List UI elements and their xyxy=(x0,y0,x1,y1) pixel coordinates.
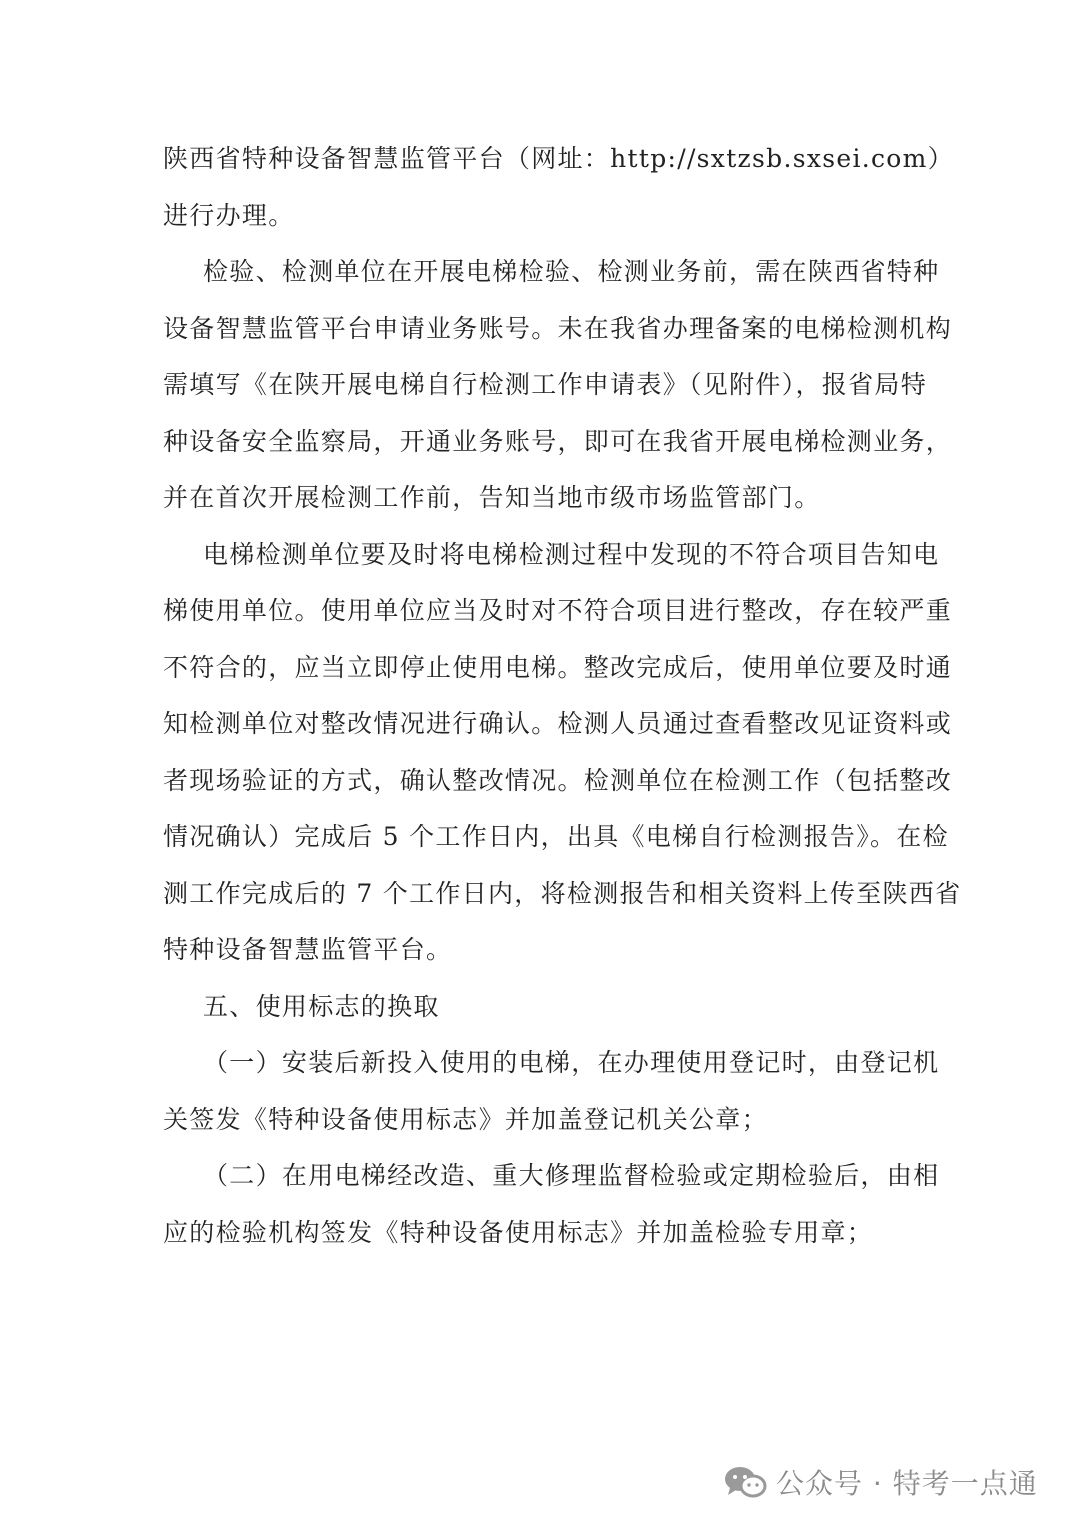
text-line: 进行办理。 xyxy=(163,200,295,230)
paragraph-start-line: （二）在用电梯经改造、重大修理监督检验或定期检验后，由相 xyxy=(203,1161,940,1190)
text-line: 陕西省特种设备智慧监管平台（网址：http://sxtzsb.sxsei.com） xyxy=(163,144,954,173)
paragraph-start-line: 电梯检测单位要及时将电梯检测过程中发现的不符合项目告知电 xyxy=(203,539,940,569)
text-line: 设备智慧监管平台申请业务账号。未在我省办理备案的电梯检测机构 xyxy=(163,313,953,343)
section-heading: 五、使用标志的换取 xyxy=(203,991,440,1021)
text-line: 知检测单位对整改情况进行确认。检测人员通过查看整改见证资料或 xyxy=(163,709,953,738)
paragraph-start-line: 检验、检测单位在开展电梯检验、检测业务前，需在陕西省特种 xyxy=(203,257,940,286)
wechat-icon xyxy=(722,1463,768,1501)
text-line: 测工作完成后的 7 个工作日内，将检测报告和相关资料上传至陕西省 xyxy=(163,878,962,908)
text-line: 应的检验机构签发《特种设备使用标志》并加盖检验专用章； xyxy=(163,1217,874,1247)
text-line: 者现场验证的方式，确认整改情况。检测单位在检测工作（包括整改 xyxy=(163,765,953,795)
text-line: 需填写《在陕开展电梯自行检测工作申请表》（见附件），报省局特 xyxy=(163,370,928,399)
document-body xyxy=(163,131,962,1261)
text-line: 关签发《特种设备使用标志》并加盖登记机关公章； xyxy=(163,1104,768,1134)
text-line: 梯使用单位。使用单位应当及时对不符合项目进行整改，存在较严重 xyxy=(163,596,953,625)
text-line: 情况确认）完成后 5 个工作日内，出具《电梯自行检测报告》。在检 xyxy=(163,822,949,851)
watermark-text: 公众号 · 特考一点通 xyxy=(776,1467,1038,1500)
text-line: 并在首次开展检测工作前，告知当地市级市场监管部门。 xyxy=(163,483,821,512)
text-line: 种设备安全监察局，开通业务账号，即可在我省开展电梯检测业务， xyxy=(163,426,953,456)
text-line: 不符合的，应当立即停止使用电梯。整改完成后，使用单位要及时通 xyxy=(163,652,953,682)
watermark xyxy=(722,1462,1038,1502)
paragraph-start-line: （一）安装后新投入使用的电梯，在办理使用登记时，由登记机 xyxy=(203,1048,940,1077)
text-line: 特种设备智慧监管平台。 xyxy=(163,935,453,964)
